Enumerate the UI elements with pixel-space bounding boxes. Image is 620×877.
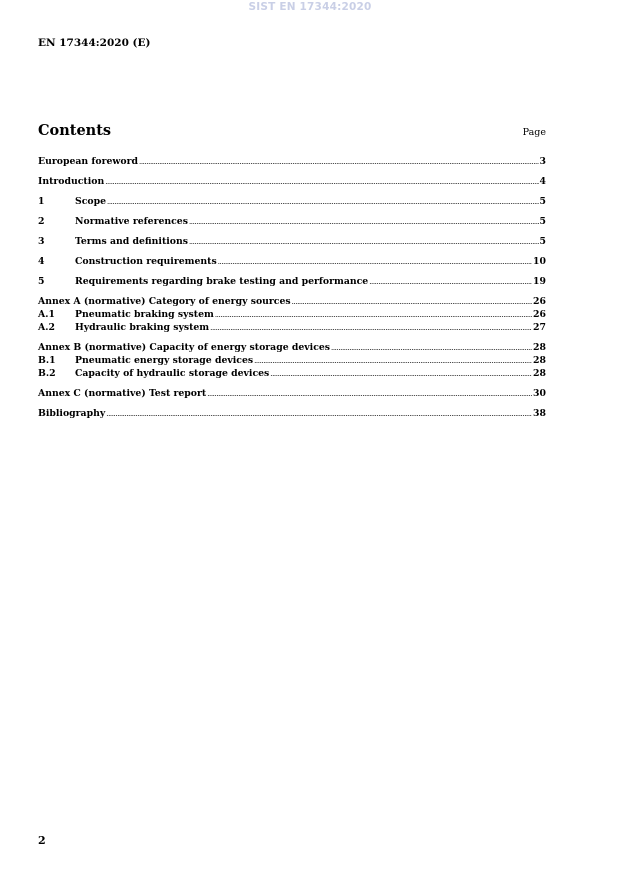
toc-entry-b2[interactable] [38, 367, 546, 380]
toc-entry-number: A.2 [38, 322, 55, 333]
page-number: 2 [38, 834, 46, 847]
toc-entry-construction-requirements[interactable] [38, 255, 546, 268]
toc-entry-label: European foreword [38, 156, 138, 167]
toc-entry-annex-a[interactable] [38, 295, 546, 308]
toc-entry-page: 28 [533, 368, 546, 379]
toc-entry-label: Annex A (normative) Category of energy sources [38, 296, 291, 307]
toc-leader-dots [207, 388, 532, 401]
table-of-contents [38, 155, 546, 420]
toc-entry-scope[interactable] [38, 195, 546, 208]
toc-entry-brake-testing[interactable] [38, 275, 546, 288]
document-id: EN 17344:2020 (E) [38, 37, 151, 49]
toc-entry-page: 19 [533, 276, 546, 287]
toc-leader-dots [139, 156, 539, 169]
toc-entry-label: Terms and definitions [75, 236, 188, 247]
toc-entry-number: 1 [38, 196, 45, 207]
watermark: SIST EN 17344:2020 [248, 1, 372, 13]
toc-leader-dots [270, 368, 532, 381]
toc-entry-a1[interactable] [38, 308, 546, 321]
toc-leader-dots [105, 176, 538, 189]
toc-entry-number: B.2 [38, 368, 56, 379]
toc-entry-european-foreword[interactable] [38, 155, 546, 168]
toc-entry-page: 38 [533, 408, 546, 419]
toc-entry-label: Requirements regarding brake testing and performance [75, 276, 369, 287]
toc-entry-page: 26 [533, 296, 546, 307]
toc-leader-dots [254, 355, 532, 368]
toc-entry-b1[interactable] [38, 354, 546, 367]
toc-leader-dots [369, 276, 532, 289]
toc-leader-dots [210, 322, 532, 335]
toc-entry-a2[interactable] [38, 321, 546, 334]
toc-entry-label: Hydraulic braking system [75, 322, 210, 333]
toc-entry-annex-c[interactable] [38, 387, 546, 400]
toc-leader-dots [106, 408, 532, 421]
toc-entry-page: 30 [533, 388, 546, 399]
toc-entry-page: 10 [533, 256, 546, 267]
toc-entry-number: 2 [38, 216, 45, 227]
toc-entry-label: Scope [75, 196, 106, 207]
toc-leader-dots [189, 236, 539, 249]
toc-leader-dots [218, 256, 532, 269]
toc-entry-normative-references[interactable] [38, 215, 546, 228]
toc-entry-number: 3 [38, 236, 45, 247]
toc-entry-introduction[interactable] [38, 175, 546, 188]
toc-entry-label: Bibliography [38, 408, 106, 419]
toc-entry-label: Annex C (normative) Test report [38, 388, 207, 399]
toc-entry-terms-and-definitions[interactable] [38, 235, 546, 248]
toc-entry-page: 5 [539, 236, 546, 247]
toc-entry-label: Capacity of hydraulic storage devices [75, 368, 270, 379]
toc-entry-page: 5 [539, 216, 546, 227]
toc-entry-bibliography[interactable] [38, 407, 546, 420]
toc-entry-page: 3 [539, 156, 546, 167]
toc-entry-page: 28 [533, 355, 546, 366]
toc-leader-dots [107, 196, 539, 209]
toc-entry-page: 4 [539, 176, 546, 187]
toc-leader-dots [331, 342, 532, 355]
toc-entry-page: 28 [533, 342, 546, 353]
toc-leader-dots [215, 309, 532, 322]
toc-entry-number: 4 [38, 256, 45, 267]
toc-entry-label: Pneumatic braking system [75, 309, 214, 320]
toc-entry-label: Normative references [75, 216, 188, 227]
toc-entry-label: Annex B (normative) Capacity of energy storage devices [38, 342, 331, 353]
toc-entry-number: B.1 [38, 355, 56, 366]
toc-entry-page: 27 [533, 322, 546, 333]
toc-entry-page: 26 [533, 309, 546, 320]
toc-leader-dots [189, 216, 539, 229]
toc-leader-dots [292, 296, 532, 309]
toc-entry-label: Construction requirements [75, 256, 217, 267]
contents-title: Contents [38, 122, 112, 139]
toc-entry-label: Introduction [38, 176, 105, 187]
page-column-label: Page [522, 127, 546, 138]
toc-entry-number: A.1 [38, 309, 55, 320]
toc-entry-annex-b[interactable] [38, 341, 546, 354]
toc-entry-page: 5 [539, 196, 546, 207]
toc-entry-label: Pneumatic energy storage devices [75, 355, 254, 366]
toc-entry-number: 5 [38, 276, 45, 287]
